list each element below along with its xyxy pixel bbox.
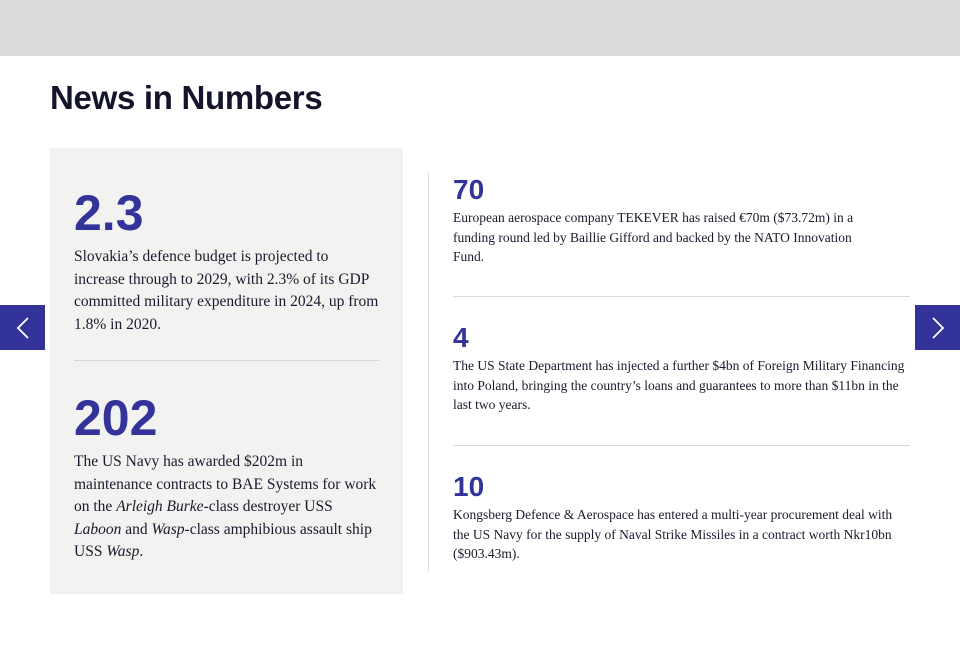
ship-class-name: Wasp bbox=[151, 520, 185, 538]
top-banner bbox=[0, 0, 960, 56]
stat-item bbox=[74, 186, 379, 336]
stat-item bbox=[453, 174, 910, 267]
stat-description: European aerospace company TEKEVER has raised €70m ($73.72m) in a funding round led by Baillie Gifford and backed by the NATO Innovation Fund. bbox=[453, 210, 854, 264]
stat-description: The US Navy has awarded $202m in maintenance contracts to BAE Systems for work on the Arleigh Burke-class destroyer USS Laboon and Wasp-class amphibious assault ship USS Wasp. bbox=[74, 453, 377, 560]
chevron-left-icon bbox=[16, 316, 30, 340]
stat-item bbox=[453, 322, 910, 415]
stat-number: 202 bbox=[74, 390, 158, 446]
stat-item bbox=[453, 471, 910, 564]
stat-description: Kongsberg Defence & Aerospace has entered a multi-year procurement deal with the US Navy for the supply of Naval Strike Missiles in a contract worth Nkr10bn ($903.43m). bbox=[453, 507, 893, 561]
ship-name: Wasp bbox=[106, 543, 140, 560]
ship-class-name: Arleigh Burke bbox=[116, 498, 204, 515]
ship-name: Laboon bbox=[74, 520, 122, 538]
stat-item bbox=[74, 391, 379, 564]
column-divider bbox=[428, 173, 429, 571]
divider bbox=[453, 296, 910, 297]
prev-button[interactable] bbox=[0, 305, 45, 350]
next-button[interactable] bbox=[915, 305, 960, 350]
divider bbox=[74, 360, 379, 361]
featured-panel bbox=[50, 148, 403, 594]
stat-number: 4 bbox=[453, 322, 469, 353]
chevron-right-icon bbox=[931, 316, 945, 340]
stat-number: 70 bbox=[453, 174, 485, 205]
section-title: News in Numbers bbox=[50, 79, 323, 116]
stat-description: Slovakia’s defence budget is projected to increase through to 2029, with 2.3% of its GDP committed military expenditure in 2024, up from 1.8% in 2020. bbox=[74, 248, 379, 333]
stat-number: 10 bbox=[453, 471, 485, 502]
stat-number: 2.3 bbox=[74, 185, 144, 241]
divider bbox=[453, 445, 910, 446]
stat-description: The US State Department has injected a further $4bn of Foreign Military Financing into Poland, bringing the country’s loans and guarantees to more than $11bn in the last two years. bbox=[453, 358, 905, 412]
